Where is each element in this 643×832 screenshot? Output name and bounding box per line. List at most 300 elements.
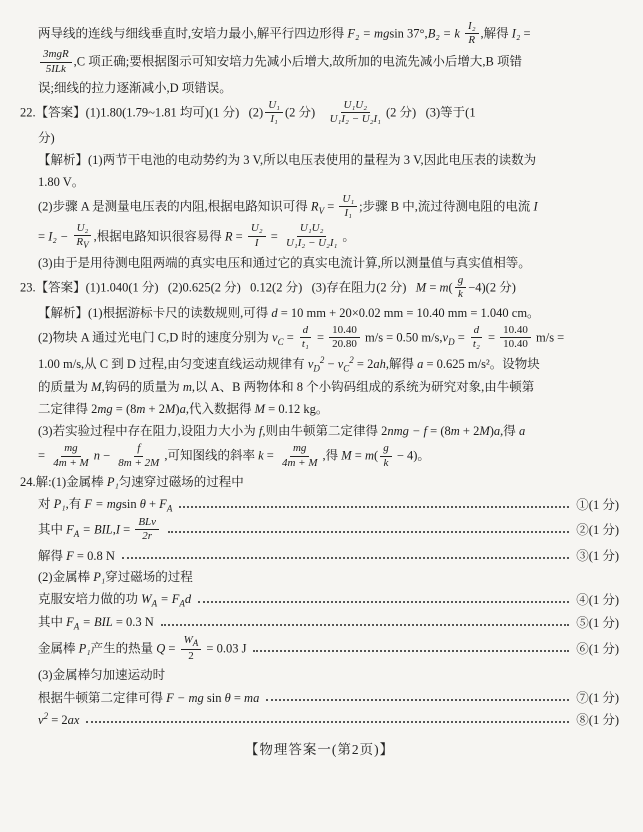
document-line: [20, 353, 619, 376]
fraction-numerator: [61, 442, 80, 456]
text-run: 二定律得 2: [38, 402, 98, 417]
text-run: (3)金属棒匀加速运动时: [38, 668, 166, 683]
fraction-numerator: [74, 222, 92, 236]
document-line: [20, 21, 619, 48]
text-run: = 0.03 J: [203, 641, 247, 656]
text-run: =: [454, 330, 468, 345]
text-run: ,有: [65, 496, 85, 511]
math-run: F = mg: [84, 496, 122, 511]
fraction-numerator: [300, 324, 312, 338]
document-line: [20, 687, 619, 708]
fraction-denominator: [252, 237, 262, 250]
text-run: 解得: [38, 548, 67, 563]
math-run: M: [254, 402, 266, 417]
text-run: 1.80 V。: [38, 175, 85, 190]
math-run: mg: [97, 402, 113, 417]
fraction-denominator: [43, 63, 69, 76]
math-run: f: [258, 424, 263, 439]
text-run: 10.40: [332, 324, 357, 337]
math-run: W: [141, 592, 152, 607]
subscript: A: [166, 503, 173, 514]
dotted-leader: [198, 601, 569, 603]
document-line: [20, 635, 619, 664]
math-run: U₁I₂ − U₂I₁: [285, 236, 338, 249]
math-run: M: [415, 280, 427, 295]
fraction-numerator: [500, 324, 531, 338]
fraction-denominator: [342, 207, 356, 220]
text-run: (: [448, 280, 453, 295]
fraction: [329, 324, 360, 351]
math-run: I: [533, 199, 538, 214]
math-run: R: [468, 34, 476, 47]
fraction-numerator: [181, 634, 202, 650]
text-run: 【解析】(1)根据游标卡尺的读数规则,可得: [38, 306, 272, 321]
fraction: [279, 442, 321, 469]
text-run: = 0.625 m/s²。设物块: [423, 357, 540, 372]
document-body: [20, 21, 619, 730]
document-line: [20, 194, 619, 221]
fraction-denominator: [185, 650, 197, 663]
fraction-denominator: [327, 113, 384, 126]
math-run: d: [473, 324, 480, 337]
text-run: (2)步骤 A 是测量电压表的内阻,根据电路知识可得: [38, 199, 311, 214]
text-run: ,根据电路知识很容易得: [93, 228, 225, 243]
text-run: = 0.12 kg。: [265, 402, 329, 417]
document-line: [20, 472, 619, 493]
math-run: U₁U₂: [299, 222, 324, 235]
text-run: m/s = 0.50 m/s,: [361, 330, 443, 345]
math-run: ma: [244, 690, 260, 705]
math-run: P₁: [93, 570, 106, 585]
text-run: ,以 A、B 两物体和 8 个小钩码组成的系统为研究对象,由牛顿第: [191, 380, 535, 395]
dotted-leader: [86, 721, 569, 723]
score-label: [576, 639, 619, 659]
fraction-numerator: [135, 516, 159, 530]
math-run: U₁: [268, 98, 280, 111]
document-line: [20, 150, 619, 171]
text-run: = (8: [112, 402, 137, 417]
text-run: ⑧(1 分): [576, 712, 619, 727]
dotted-leader: [179, 506, 569, 508]
math-run: I₂ −: [48, 228, 72, 243]
text-run: 10.40: [503, 338, 528, 351]
math-run: 4m + M: [53, 456, 89, 469]
math-run: v: [307, 357, 314, 372]
math-run: m: [439, 280, 449, 295]
dotted-leader: [161, 624, 570, 626]
text-run: 匀速穿过磁场的过程中: [118, 474, 244, 489]
fraction-denominator: [115, 457, 162, 470]
text-run: 1.00 m/s,从 C 到 D 过程,由匀变速直线运动规律有: [38, 357, 308, 372]
math-run: k: [258, 449, 264, 464]
text-run: −: [99, 449, 114, 464]
text-run: ,可知图线的斜率: [164, 449, 259, 464]
line-content: [38, 517, 161, 544]
text-run: (2 分) (3)等于(1: [386, 105, 476, 120]
fraction: [248, 222, 266, 249]
math-run: t₁: [301, 338, 309, 351]
fraction-numerator: [248, 222, 266, 236]
subscript: V: [318, 206, 325, 217]
document-line: [20, 567, 619, 588]
math-run: I₁: [344, 207, 353, 220]
text-run: 20.80: [332, 338, 357, 351]
score-label: [576, 710, 619, 730]
fraction-denominator: [380, 457, 391, 470]
math-run: U₁U₂: [343, 98, 368, 111]
fraction-numerator: [465, 20, 479, 34]
document-line: [20, 325, 619, 352]
text-run: ,解得: [385, 357, 418, 372]
text-run: ②(1 分): [576, 523, 619, 538]
fraction-numerator: [265, 99, 283, 113]
score-label: [576, 520, 619, 540]
line-content: [38, 709, 79, 730]
text-run: 其中: [38, 522, 67, 537]
math-run: θ: [224, 690, 231, 705]
text-run: ①(1 分): [576, 497, 619, 512]
math-run: = BIL: [79, 522, 113, 537]
text-run: =: [313, 330, 328, 345]
score-label: [576, 590, 619, 610]
math-run: M: [91, 380, 102, 395]
fraction-denominator: [470, 338, 483, 351]
fraction: [299, 324, 312, 351]
math-run: 2r: [142, 529, 153, 542]
fraction-denominator: [455, 288, 466, 301]
subscript: D: [313, 364, 320, 375]
superscript: 2: [43, 711, 49, 722]
document-line: [20, 100, 619, 127]
text-run: ⑤(1 分): [576, 615, 619, 630]
text-run: 2: [188, 649, 194, 662]
text-run: =: [426, 280, 440, 295]
text-run: − 4)。: [393, 449, 430, 464]
math-run: I: [254, 236, 259, 249]
document-line: [20, 78, 619, 99]
text-run: (3)若实验过程中存在阻力,设阻力大小为: [38, 424, 259, 439]
text-run: 22.【答案】(1)1.80(1.79~1.81 均可)(1 分) (2): [20, 105, 264, 120]
fraction: [50, 442, 92, 469]
fraction-denominator: [279, 457, 321, 470]
fraction: [73, 222, 91, 251]
fraction: [380, 442, 392, 469]
math-run: U₁: [342, 193, 355, 206]
fraction: [265, 99, 283, 126]
dotted-leader: [168, 531, 569, 533]
text-run: 10.40: [503, 324, 528, 337]
math-run: P₁: [53, 496, 66, 511]
fraction: [327, 99, 384, 126]
math-run: m: [364, 449, 375, 464]
math-run: t₂: [472, 338, 480, 351]
dotted-leader: [266, 699, 569, 701]
math-run: R: [224, 228, 233, 243]
math-run: k: [458, 287, 463, 300]
math-run: M: [479, 424, 490, 439]
math-run: v: [272, 330, 278, 345]
text-run: −: [324, 357, 338, 372]
fraction-numerator: [339, 193, 357, 207]
text-run: (: [374, 449, 379, 464]
fraction-denominator: [299, 338, 312, 351]
score-label: [576, 613, 619, 633]
fraction: [339, 193, 357, 220]
line-content: [38, 546, 115, 566]
math-run: M: [341, 449, 352, 464]
document-line: [20, 612, 619, 634]
text-run: ,代入数据得: [185, 402, 255, 417]
subscript: A: [179, 598, 185, 609]
subscript: A: [73, 528, 80, 539]
math-run: F₂ = mg: [347, 26, 390, 41]
document-line: [20, 275, 619, 302]
math-run: 8m + 2M: [118, 456, 160, 469]
math-run: θ: [139, 496, 146, 511]
math-run: mg: [64, 442, 78, 455]
text-run: ,则由牛顿第二定律得 2: [262, 424, 388, 439]
math-run: P₁: [78, 641, 91, 656]
text-run: =: [230, 690, 245, 705]
math-run: F: [159, 496, 167, 511]
fraction-numerator: [290, 442, 309, 456]
text-run: 分): [38, 131, 55, 146]
text-run: sin: [122, 496, 140, 511]
text-run: ③(1 分): [576, 548, 619, 563]
text-run: +: [145, 496, 160, 511]
fraction: [115, 442, 162, 469]
math-run: k: [383, 456, 389, 469]
math-run: I₂: [468, 20, 476, 32]
math-run: m: [136, 402, 146, 417]
fraction: [465, 20, 479, 47]
text-run: (2)物块 A 通过光电门 C,D 时的速度分别为: [38, 330, 273, 345]
fraction-denominator: [139, 530, 155, 543]
math-run: mg: [292, 442, 307, 455]
fraction-numerator: [380, 442, 392, 456]
text-run: m/s =: [532, 330, 565, 345]
text-run: 产生的热量: [90, 641, 157, 656]
document-line: [20, 253, 619, 274]
fraction: [455, 274, 467, 301]
fraction-denominator: [267, 113, 281, 126]
fraction: [181, 634, 202, 663]
text-run: 24.解:(1)金属棒: [20, 474, 107, 489]
text-run: 两导线的连线与细线垂直时,安培力最小,解平行四边形得: [38, 26, 348, 41]
text-run: 克服安培力做的功: [38, 592, 142, 607]
subscript: C: [277, 337, 284, 348]
text-run: 的质量为: [38, 380, 92, 395]
text-run: =: [232, 228, 246, 243]
fraction: [283, 222, 340, 249]
math-run: g: [457, 273, 464, 286]
text-run: ⑦(1 分): [576, 690, 619, 705]
text-run: (2)金属棒: [38, 570, 94, 585]
document-line: [20, 589, 619, 611]
math-run: R: [76, 235, 84, 248]
math-run: B₂ = k: [427, 26, 464, 41]
math-run: = F: [157, 592, 180, 607]
math-run: I: [115, 522, 121, 537]
fraction-denominator: [465, 34, 478, 47]
text-run: ,得: [500, 424, 519, 439]
text-run: 其中: [38, 615, 67, 629]
line-content: [38, 635, 246, 664]
fraction-numerator: [297, 222, 327, 236]
text-run: ): [489, 424, 494, 439]
fraction-numerator: [471, 324, 483, 338]
document-line: [20, 709, 619, 730]
text-run: =: [120, 522, 134, 537]
math-run: m: [450, 424, 460, 439]
fraction: [135, 516, 159, 543]
math-run: 3mgR: [43, 48, 69, 61]
text-run: = 2: [353, 357, 374, 372]
text-run: =: [263, 449, 277, 464]
text-run: (3)由于是用待测电阻两端的真实电压和通过它的真实电流计算,所以测量值与真实值相等。: [38, 255, 531, 270]
math-run: P₁: [106, 474, 119, 489]
score-label: [576, 546, 619, 566]
text-run: ,C 项正确;要根据图示可知安培力先减小后增大,故所加的电流先减小后增大,B 项错: [73, 54, 522, 69]
math-run: d: [302, 324, 309, 337]
math-run: = BIL: [79, 615, 113, 629]
text-run: =: [324, 199, 338, 214]
subscript: V: [83, 239, 89, 250]
text-run: + 2: [145, 402, 165, 417]
math-run: 5ILk: [45, 62, 66, 75]
math-run: ax: [67, 713, 80, 728]
text-run: = 10 mm + 20×0.02 mm = 10.40 mm = 1.040 cm。: [277, 306, 540, 321]
math-run: a: [493, 424, 501, 439]
text-run: −4)(2 分): [468, 280, 516, 295]
text-run: 根据牛顿第二定律可得: [38, 690, 167, 705]
text-run: =: [38, 449, 49, 464]
line-content: [38, 688, 259, 708]
fraction-denominator: [329, 338, 360, 351]
text-run: =: [283, 330, 297, 345]
fraction-numerator: [455, 274, 467, 288]
line-content: [38, 494, 172, 516]
math-run: n: [93, 449, 100, 464]
document-line: [20, 303, 619, 324]
superscript: 2: [349, 355, 354, 366]
fraction-denominator: [73, 236, 91, 251]
document-line: [20, 377, 619, 398]
document-line: [20, 128, 619, 149]
document-line: [20, 223, 619, 252]
fraction-numerator: [341, 99, 371, 113]
subscript: D: [448, 337, 455, 348]
document-line: [20, 399, 619, 420]
document-line: [20, 517, 619, 544]
text-run: = 2: [48, 713, 68, 728]
text-run: 误;细线的拉力逐渐减小,D 项错误。: [38, 80, 232, 95]
text-run: (2 分): [284, 105, 325, 120]
text-run: ;步骤 B 中,流过待测电阻的电流: [359, 199, 534, 214]
fraction: [40, 48, 72, 75]
text-run: sin 37°,: [389, 26, 428, 41]
text-run: 金属棒: [38, 641, 79, 656]
fraction: [500, 324, 531, 351]
math-run: d: [271, 306, 278, 321]
subscript: A: [192, 638, 199, 649]
text-run: sin: [203, 690, 225, 705]
fraction-denominator: [500, 338, 531, 351]
fraction-numerator: [134, 442, 143, 456]
math-run: ah: [373, 357, 386, 372]
text-run: =: [351, 449, 365, 464]
text-run: ,: [112, 522, 116, 537]
math-run: f: [137, 442, 141, 455]
document-line: [20, 443, 619, 470]
text-run: =: [484, 330, 499, 345]
math-run: v: [337, 357, 344, 372]
math-run: nmg − f: [387, 424, 428, 439]
text-run: ,得: [322, 449, 342, 464]
fraction-numerator: [40, 48, 72, 62]
math-run: R: [310, 199, 319, 214]
math-run: I₂: [511, 26, 521, 41]
math-run: v: [442, 330, 449, 345]
document-line: [20, 545, 619, 566]
math-run: v: [38, 713, 44, 728]
text-run: = 0.8 N: [73, 548, 115, 563]
text-run: 【解析】(1)两节干电池的电动势约为 3 V,所以电压表使用的量程为 3 V,因此电压表的读数为: [38, 153, 537, 168]
math-run: a: [518, 424, 526, 439]
text-run: = 0.3 N: [112, 615, 154, 629]
text-run: ): [175, 402, 180, 417]
fraction-denominator: [283, 237, 340, 250]
math-run: d: [184, 592, 192, 607]
math-run: F: [66, 548, 74, 563]
superscript: 2: [319, 355, 325, 366]
text-run: ,钩码的质量为: [101, 380, 183, 395]
text-run: 。: [342, 228, 355, 243]
document-line: [20, 421, 619, 442]
math-run: BLv: [138, 515, 157, 528]
fraction: [470, 324, 483, 351]
text-run: =: [520, 26, 531, 41]
document-line: [20, 49, 619, 76]
page-footer: 【物理答案一(第2页)】: [244, 742, 395, 758]
document-line: [20, 665, 619, 686]
text-run: 对: [38, 496, 54, 511]
subscript: C: [343, 364, 350, 375]
fraction-numerator: [329, 324, 360, 338]
math-run: m: [182, 380, 192, 395]
math-run: a: [417, 357, 424, 372]
math-run: 4m + M: [281, 456, 318, 469]
math-run: I₁: [270, 112, 278, 125]
math-run: U₂: [250, 222, 263, 235]
text-run: =: [165, 641, 179, 656]
text-run: 23.【答案】(1)1.040(1 分) (2)0.625(2 分) 0.12(2 分) (3)存在阻力(2 分): [20, 280, 416, 295]
math-run: g: [383, 442, 389, 455]
subscript: A: [73, 621, 80, 632]
math-run: U₁I₂ − U₂I₁: [329, 112, 381, 125]
subscript: A: [151, 598, 158, 609]
score-label: [576, 688, 619, 708]
score-label: [576, 495, 619, 515]
math-run: F: [66, 522, 74, 537]
text-run: ,解得: [480, 26, 512, 41]
math-run: F − mg: [166, 690, 204, 705]
math-run: U₂: [76, 221, 89, 234]
math-run: F: [66, 615, 74, 629]
math-run: W: [183, 633, 193, 646]
text-run: 穿过磁场的过程: [105, 570, 193, 585]
document-line: [20, 494, 619, 516]
